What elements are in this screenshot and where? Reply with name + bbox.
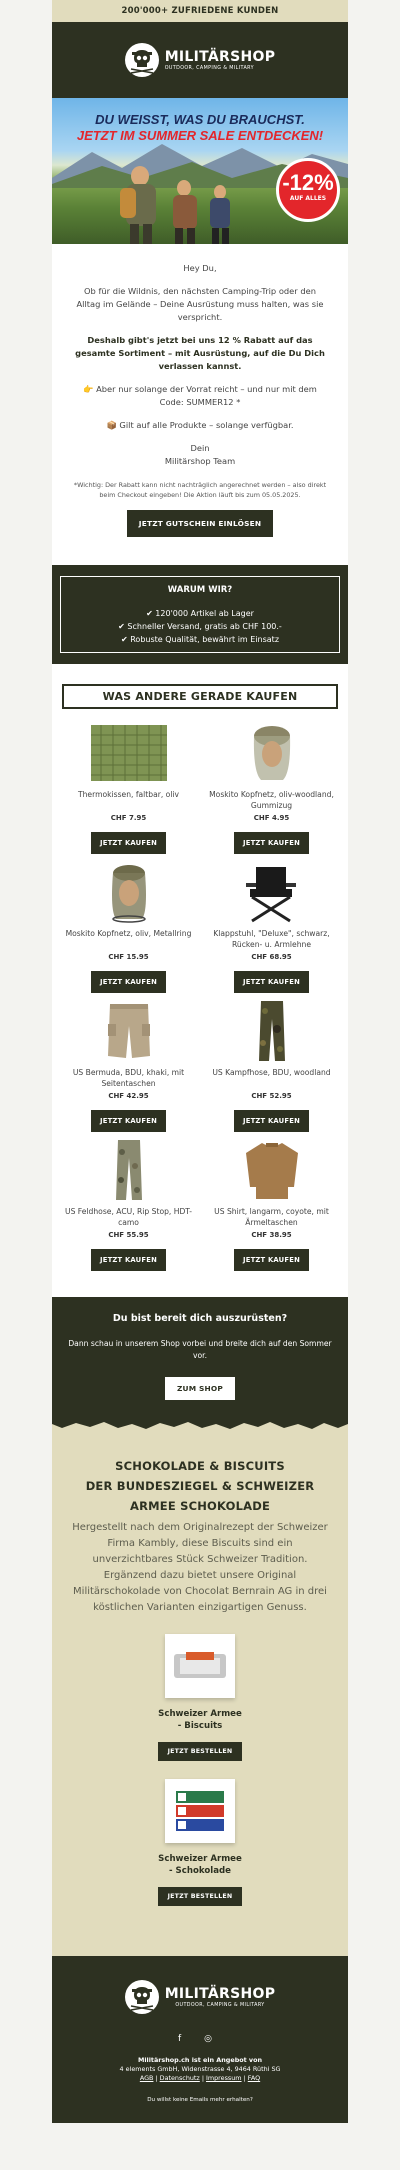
product-card: US Feldhose, ACU, Rip Stop, HDT-camo CHF 55.95 JETZT KAUFEN: [62, 1138, 195, 1271]
buy-now-button[interactable]: JETZT KAUFEN: [234, 1249, 309, 1271]
intro-section: [52, 244, 348, 555]
why-us-item: ✔ 120'000 Artikel ab Lager: [146, 609, 254, 618]
customers-banner: 200'000+ ZUFRIEDENE KUNDEN: [52, 0, 348, 22]
order-now-button[interactable]: JETZT BESTELLEN: [158, 1742, 243, 1761]
hero-subheadline: JETZT IM SUMMER SALE ENTDECKEN!: [76, 128, 324, 143]
footer-address: 4 elements GmbH, Widenstrasse 4, 9464 Rüthi SG: [119, 2065, 281, 2073]
redeem-voucher-button[interactable]: JETZT GUTSCHEIN EINLÖSEN: [127, 510, 273, 537]
chocolate-title-2: DER BUNDESZIEGEL & SCHWEIZER: [85, 1479, 315, 1493]
buy-now-button[interactable]: JETZT KAUFEN: [234, 1110, 309, 1132]
why-us-section: [52, 565, 348, 664]
pants-icon[interactable]: [205, 999, 338, 1063]
biscuits-icon[interactable]: [165, 1634, 235, 1698]
chocolate-icon[interactable]: [165, 1779, 235, 1843]
product-card-chocolate: [145, 1779, 255, 1906]
footer-links: AGB | Datenschutz | Impressum | FAQ: [139, 2074, 261, 2082]
social-icons[interactable]: f ◎: [178, 2034, 222, 2044]
signature: Dein Militärshop Team: [164, 443, 236, 466]
buy-now-button[interactable]: JETZT KAUFEN: [91, 1110, 166, 1132]
disclaimer-note: *Wichtig: Der Rabatt kann nicht nachträglich angerechnet werden – also direkt beim Checkout eingeben! Die Aktion läuft bis zum 05.05.2025.: [73, 481, 327, 499]
discount-paragraph: Deshalb gibt's jetzt bei uns 12 % Rabatt auf das gesamte Sortiment – mit Ausrüstung, auf die Du Dich verlassen kannst.: [75, 335, 325, 371]
product-name[interactable]: Schweizer Armee - Biscuits: [158, 1709, 242, 1731]
product-card: Moskito Kopfnetz, oliv-woodland, Gummizug CHF 4.95 JETZT KAUFEN: [205, 721, 338, 854]
product-card: Moskito Kopfnetz, oliv, Metallring CHF 15.95 JETZT KAUFEN: [62, 860, 195, 993]
footer-provider: Militärshop.ch ist ein Angebot von: [137, 2056, 263, 2064]
pants-icon[interactable]: [62, 1138, 195, 1202]
greeting: Hey Du,: [183, 263, 217, 273]
product-card: US Shirt, langarm, coyote, mit Ärmeltaschen CHF 38.95 JETZT KAUFEN: [205, 1138, 338, 1271]
torn-edge-decor: [52, 1418, 348, 1432]
discount-badge: -12% AUF ALLES: [276, 158, 340, 222]
head-net-icon[interactable]: [62, 860, 195, 924]
shop-button[interactable]: ZUM SHOP: [165, 1377, 235, 1400]
intro-paragraph: Ob für die Wildnis, den nächsten Camping-Trip oder den Alltag im Gelände – Deine Ausrüstung muss halten, was sie verspricht.: [76, 286, 324, 322]
product-name[interactable]: Schweizer Armee - Schokolade: [158, 1854, 242, 1876]
brand-name: MILITÄRSHOP: [164, 49, 276, 65]
ready-section: [52, 1297, 348, 1418]
faq-link[interactable]: FAQ: [247, 2074, 261, 2082]
buy-now-button[interactable]: JETZT KAUFEN: [91, 832, 166, 854]
ready-description: Dann schau in unserem Shop vorbei und breite dich auf den Sommer vor.: [68, 1339, 332, 1360]
code-paragraph: 👉 Aber nur solange der Vorrat reicht – und nur mit dem Code: SUMMER12 *: [83, 384, 317, 407]
chocolate-description: Hergestellt nach dem Originalrezept der Schweizer Firma Kambly, diese Biscuits sind ein unverzichtbares Stück Schweizer Tradition. Ergänzend dazu bietet unsere Original Militärschokolade von Chocolat Bernrain AG in drei köstlichen Varianten einzigartigen Genuss.: [72, 1522, 328, 1613]
validity-paragraph: 📦 Gilt auf alle Produkte – solange verfügbar.: [106, 420, 294, 430]
head-net-icon[interactable]: [205, 721, 338, 785]
chocolate-title-3: ARMEE SCHOKOLADE: [129, 1499, 271, 1513]
product-card: US Bermuda, BDU, khaki, mit Seitentaschen CHF 42.95 JETZT KAUFEN: [62, 999, 195, 1132]
pad-icon[interactable]: [62, 721, 195, 785]
skull-logo-icon[interactable]: [125, 43, 159, 77]
header-logo-band: [52, 22, 348, 98]
footer: [52, 1956, 348, 2123]
imprint-link[interactable]: Impressum: [206, 2074, 242, 2082]
why-us-item: ✔ Robuste Qualität, bewährt im Einsatz: [120, 635, 280, 644]
why-us-item: ✔ Schneller Versand, gratis ab CHF 100.-: [118, 622, 282, 631]
others-buying-title: WAS ANDERE GERADE KAUFEN: [62, 684, 338, 709]
buy-now-button[interactable]: JETZT KAUFEN: [91, 971, 166, 993]
shirt-icon[interactable]: [205, 1138, 338, 1202]
agb-link[interactable]: AGB: [139, 2074, 154, 2082]
hikers-image: [112, 158, 242, 244]
buy-now-button[interactable]: JETZT KAUFEN: [234, 832, 309, 854]
hero-headline: DU WEISST, WAS DU BRAUCHST.: [95, 112, 305, 127]
why-us-title: WARUM WIR?: [167, 585, 233, 595]
hero-banner[interactable]: [52, 98, 348, 244]
shorts-icon[interactable]: [62, 999, 195, 1063]
chair-icon[interactable]: [205, 860, 338, 924]
brand-tagline: OUTDOOR, CAMPING & MILITARY: [164, 66, 254, 71]
others-buying-section: [52, 664, 348, 1281]
email: [52, 0, 348, 2123]
footer-brand-tagline: OUTDOOR, CAMPING & MILITARY: [175, 2003, 265, 2008]
skull-logo-icon[interactable]: [125, 1980, 159, 2014]
buy-now-button[interactable]: JETZT KAUFEN: [91, 1249, 166, 1271]
unsubscribe-link[interactable]: Du willst keine Emails mehr erhalten?: [147, 2097, 253, 2103]
privacy-link[interactable]: Datenschutz: [159, 2074, 200, 2082]
ready-title: Du bist bereit dich auszurüsten?: [112, 1313, 288, 1324]
product-card-biscuits: [145, 1634, 255, 1761]
footer-brand-name: MILITÄRSHOP: [164, 1986, 276, 2002]
product-card: Klappstuhl, "Deluxe", schwarz, Rücken- u. Armlehne CHF 68.95 JETZT KAUFEN: [205, 860, 338, 993]
chocolate-title-1: SCHOKOLADE & BISCUITS: [115, 1459, 285, 1473]
buy-now-button[interactable]: JETZT KAUFEN: [234, 971, 309, 993]
chocolate-section: [52, 1418, 348, 1956]
order-now-button[interactable]: JETZT BESTELLEN: [158, 1887, 243, 1906]
product-card: Thermokissen, faltbar, oliv CHF 7.95 JETZT KAUFEN: [62, 721, 195, 854]
product-card: US Kampfhose, BDU, woodland CHF 52.95 JETZT KAUFEN: [205, 999, 338, 1132]
